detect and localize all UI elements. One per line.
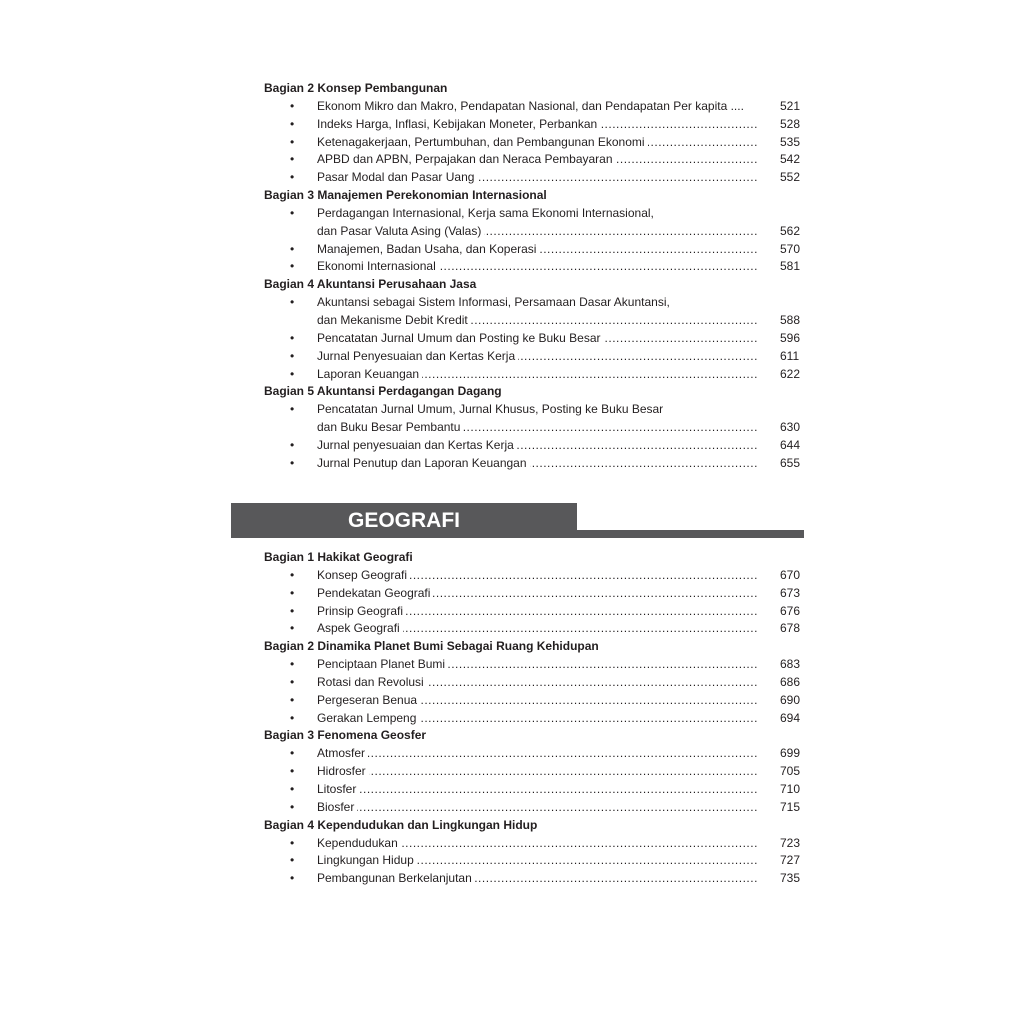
toc-entry-title — [317, 620, 758, 638]
bullet-icon: • — [290, 152, 295, 167]
toc-entry-label: Atmosfer — [317, 746, 368, 760]
bullet-icon: • — [290, 710, 295, 725]
page-number: 596 — [780, 330, 801, 345]
toc-entry-label: Pencatatan Jurnal Umum dan Posting ke Buku Besar — [317, 331, 604, 345]
section-banner-geografi: GEOGRAFI — [231, 503, 577, 538]
toc-entry-label: Konsep Geografi — [317, 568, 410, 582]
toc-entry-label: Prinsip Geografi — [317, 604, 406, 618]
toc-entry-label: Ekonom Mikro dan Makro, Pendapatan Nasional, dan Pendapatan Per kapita .... — [317, 99, 747, 113]
page-number: 723 — [780, 835, 801, 850]
page-number: 528 — [780, 116, 801, 131]
toc-entry-title — [317, 763, 758, 781]
toc-entry[interactable] — [264, 799, 804, 817]
toc-entry-label: Pencatatan Jurnal Umum, Jurnal Khusus, Posting ke Buku Besar — [317, 402, 666, 416]
toc-entry-title — [317, 455, 758, 473]
toc-entry[interactable] — [264, 674, 804, 692]
bullet-icon: • — [290, 621, 295, 636]
page-number: 686 — [780, 674, 801, 689]
toc-entry-title — [317, 710, 758, 728]
page-number: 678 — [780, 621, 801, 636]
toc-entry[interactable] — [264, 455, 804, 473]
bullet-icon: • — [290, 871, 295, 886]
bullet-icon: • — [290, 295, 295, 310]
toc-entry-label: Akuntansi sebagai Sistem Informasi, Persamaan Dasar Akuntansi, — [317, 295, 673, 309]
toc-entry-label: Biosfer — [317, 800, 357, 814]
toc-entry-title — [317, 294, 758, 312]
toc-entry[interactable] — [264, 205, 804, 223]
toc-entry[interactable] — [264, 852, 804, 870]
toc-entry-title — [317, 656, 758, 674]
bullet-icon: • — [290, 764, 295, 779]
toc-entry[interactable] — [264, 835, 804, 853]
toc-entry[interactable] — [264, 567, 804, 585]
page-number: 705 — [780, 764, 801, 779]
page-number: 735 — [780, 871, 801, 886]
toc-entry-label: Pasar Modal dan Pasar Uang — [317, 170, 477, 184]
toc-entry[interactable] — [264, 330, 804, 348]
section-heading: Bagian 3 Manajemen Perekonomian Internasional — [264, 188, 547, 203]
toc-entry[interactable] — [264, 223, 804, 241]
toc-entry-label: Aspek Geografi — [317, 621, 403, 635]
section-heading: Bagian 2 Konsep Pembangunan — [264, 81, 448, 95]
bullet-icon: • — [290, 799, 295, 814]
section-heading: Bagian 4 Kependudukan dan Lingkungan Hidup — [264, 817, 538, 832]
section-heading: Bagian 2 Dinamika Planet Bumi Sebagai Ruang Kehidupan — [264, 639, 599, 654]
toc-entry-label: Lingkungan Hidup — [317, 853, 417, 867]
bullet-icon: • — [290, 134, 295, 149]
toc-entry-title — [317, 603, 758, 621]
toc-entry[interactable] — [264, 870, 804, 888]
toc-entry[interactable] — [264, 585, 804, 603]
page-number: 676 — [780, 603, 801, 618]
page-number: 630 — [780, 420, 801, 435]
toc-entry-title — [317, 781, 758, 799]
toc-entry[interactable] — [264, 603, 804, 621]
bullet-icon: • — [290, 402, 295, 417]
toc-entry-title — [317, 151, 758, 169]
section-heading: Bagian 3 Fenomena Geosfer — [264, 728, 427, 743]
toc-entry-title — [317, 116, 758, 134]
section-heading: Bagian 1 Hakikat Geografi — [264, 550, 413, 564]
toc-ekonomi-block — [264, 80, 804, 473]
toc-entry-label: Manajemen, Badan Usaha, dan Koperasi — [317, 242, 539, 256]
toc-entry-label: Indeks Harga, Inflasi, Kebijakan Moneter, Perbankan — [317, 117, 600, 131]
toc-entry-title — [317, 401, 758, 419]
toc-entry-label: APBD dan APBN, Perpajakan dan Neraca Pembayaran — [317, 152, 616, 166]
toc-entry[interactable] — [264, 116, 804, 134]
toc-entry-label: Gerakan Lempeng — [317, 711, 419, 725]
bullet-icon: • — [290, 567, 295, 582]
page-number: 611 — [780, 348, 800, 363]
toc-entry[interactable] — [264, 620, 804, 638]
bullet-icon: • — [290, 366, 295, 381]
toc-entry-title — [317, 692, 758, 710]
toc-entry[interactable] — [264, 312, 804, 330]
page-number: 690 — [780, 692, 801, 707]
toc-entry-label: Rotasi dan Revolusi — [317, 675, 427, 689]
toc-entry-label: Jurnal penyesuaian dan Kertas Kerja — [317, 438, 517, 452]
toc-entry[interactable] — [264, 763, 804, 781]
bullet-icon: • — [290, 170, 295, 185]
toc-geografi-block — [264, 549, 804, 888]
toc-entry-title — [317, 134, 758, 152]
bullet-icon: • — [290, 657, 295, 672]
toc-entry-title — [317, 348, 758, 366]
toc-entry-label: Ekonomi Internasional — [317, 259, 439, 273]
toc-entry-title — [317, 241, 758, 259]
toc-entry[interactable] — [264, 241, 804, 259]
page-number: 588 — [780, 312, 801, 327]
page-number: 673 — [780, 585, 801, 600]
bullet-icon: • — [290, 781, 295, 796]
toc-entry-title — [317, 745, 758, 763]
page-number: 670 — [780, 567, 801, 582]
toc-entry[interactable] — [264, 98, 804, 116]
toc-entry[interactable] — [264, 258, 804, 276]
toc-entry-title — [317, 366, 758, 384]
toc-entry-title — [317, 674, 758, 692]
toc-entry-label: Ketenagakerjaan, Pertumbuhan, dan Pembangunan Ekonomi — [317, 135, 648, 149]
page-number: 683 — [780, 657, 801, 672]
page-number: 552 — [780, 170, 801, 185]
page-number: 521 — [780, 98, 801, 113]
toc-entry[interactable] — [264, 151, 804, 169]
toc-entry-label: Laporan Keuangan — [317, 367, 422, 381]
toc-entry-title — [317, 169, 758, 187]
toc-entry-label: dan Buku Besar Pembantu — [317, 420, 463, 434]
toc-entry[interactable] — [264, 437, 804, 455]
page-number: 715 — [780, 799, 801, 814]
bullet-icon: • — [290, 746, 295, 761]
bullet-icon: • — [290, 259, 295, 274]
toc-entry-label: Jurnal Penutup dan Laporan Keuangan — [317, 456, 530, 470]
toc-entry-title — [317, 585, 758, 603]
toc-entry[interactable] — [264, 169, 804, 187]
toc-entry-title — [317, 98, 758, 116]
toc-entry-label: Litosfer — [317, 782, 359, 796]
bullet-icon: • — [290, 98, 295, 113]
bullet-icon: • — [290, 437, 295, 452]
toc-entry-label: Pendekatan Geografi — [317, 586, 433, 600]
toc-entry-label: Pergeseran Benua — [317, 693, 420, 707]
bullet-icon: • — [290, 348, 295, 363]
toc-entry[interactable] — [264, 401, 804, 419]
toc-entry-title — [317, 205, 758, 223]
toc-entry[interactable] — [264, 745, 804, 763]
bullet-icon: • — [290, 835, 295, 850]
toc-entry-label: Penciptaan Planet Bumi — [317, 657, 448, 671]
bullet-icon: • — [290, 585, 295, 600]
page-number: 570 — [780, 241, 801, 256]
page-number: 727 — [780, 853, 801, 868]
toc-entry[interactable] — [264, 710, 804, 728]
page-number: 622 — [780, 366, 801, 381]
toc-entry[interactable] — [264, 419, 804, 437]
toc-entry-title — [317, 312, 758, 330]
toc-entry-title — [317, 870, 758, 888]
toc-entry-title — [317, 799, 758, 817]
toc-entry-label: Kependudukan — [317, 836, 401, 850]
toc-entry-label: Jurnal Penyesuaian dan Kertas Kerja — [317, 349, 518, 363]
page-number: 581 — [780, 259, 801, 274]
toc-entry[interactable] — [264, 294, 804, 312]
toc-entry[interactable] — [264, 781, 804, 799]
page-number: 562 — [780, 223, 801, 238]
page-number: 542 — [780, 152, 801, 167]
bullet-icon: • — [290, 116, 295, 131]
toc-entry-label: Pembangunan Berkelanjutan — [317, 871, 475, 885]
bullet-icon: • — [290, 241, 295, 256]
toc-entry-title — [317, 437, 758, 455]
toc-entry-title — [317, 419, 758, 437]
page-number: 710 — [780, 781, 801, 796]
toc-entry-label: Hidrosfer — [317, 764, 369, 778]
toc-entry[interactable] — [264, 134, 804, 152]
toc-entry[interactable] — [264, 656, 804, 674]
toc-entry[interactable] — [264, 366, 804, 384]
toc-entry-title — [317, 258, 758, 276]
bullet-icon: • — [290, 330, 295, 345]
toc-entry-label: dan Mekanisme Debit Kredit — [317, 313, 471, 327]
toc-entry[interactable] — [264, 348, 804, 366]
toc-entry-label: Perdagangan Internasional, Kerja sama Ekonomi Internasional, — [317, 206, 657, 220]
page-number: 699 — [780, 746, 801, 761]
toc-entry-title — [317, 835, 758, 853]
bullet-icon: • — [290, 674, 295, 689]
page-number: 535 — [780, 134, 801, 149]
bullet-icon: • — [290, 603, 295, 618]
toc-entry-title — [317, 330, 758, 348]
page-number: 694 — [780, 710, 801, 725]
toc-entry[interactable] — [264, 692, 804, 710]
banner-divider — [577, 530, 804, 538]
toc-entry-title — [317, 567, 758, 585]
toc-entry-title — [317, 223, 758, 241]
bullet-icon: • — [290, 455, 295, 470]
toc-entry-title — [317, 852, 758, 870]
section-heading: Bagian 5 Akuntansi Perdagangan Dagang — [264, 384, 502, 399]
page-number: 644 — [780, 437, 801, 452]
bullet-icon: • — [290, 853, 295, 868]
page-number: 655 — [780, 455, 801, 470]
section-heading: Bagian 4 Akuntansi Perusahaan Jasa — [264, 277, 477, 292]
bullet-icon: • — [290, 692, 295, 707]
toc-entry-label: dan Pasar Valuta Asing (Valas) — [317, 224, 484, 238]
bullet-icon: • — [290, 205, 295, 220]
